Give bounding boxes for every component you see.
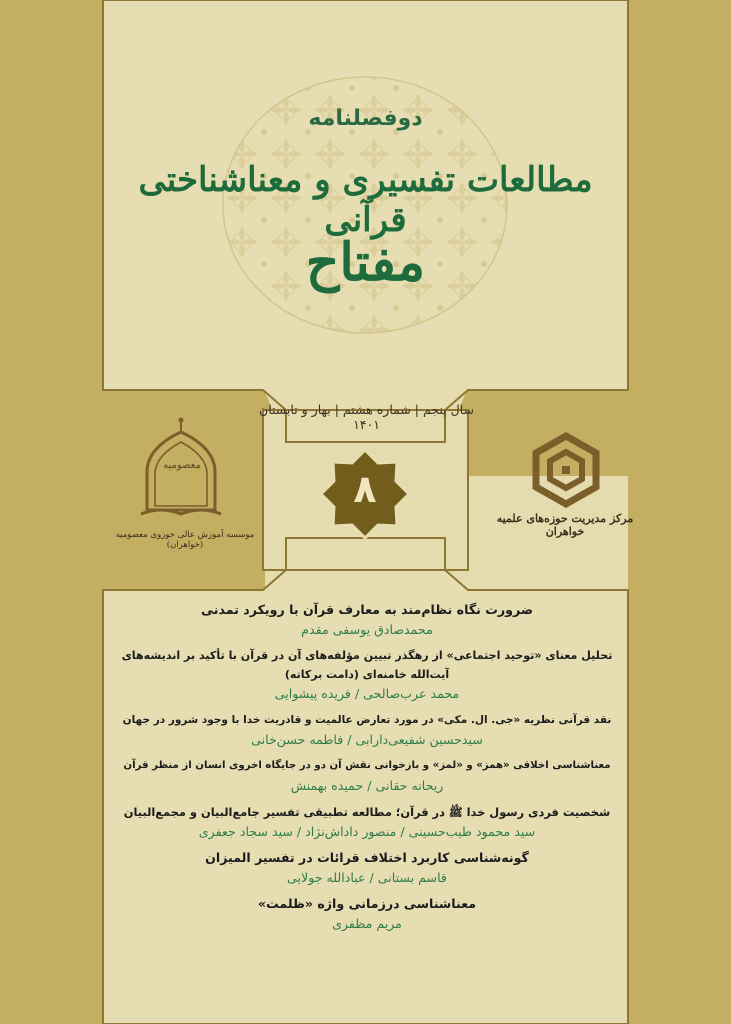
issue-number: ۸ [353,467,377,511]
article-entry [118,894,616,934]
article-title-line2: آیت‌الله خامنه‌ای (دامت برکاته) [284,668,450,681]
article-title: گونه‌شناسی کاربرد اختلاف قرائات در تفسیر المیزان [205,850,529,865]
article-title: معناشناسی درزمانی واژه «ظلمت» [257,896,477,911]
article-authors: ریحانه حقانی / حمیده بهمنش [290,778,444,793]
article-authors: قاسم بستانی / عبادالله جولایی [287,870,447,885]
article-entry [118,710,616,750]
article-title: تحلیل معنای «توحید اجتماعی» از رهگذر تبیین مؤلفه‌های آن در قرآن با تأکید بر اندیشه‌های [121,649,613,662]
article-title: نقد قرآنی نظریه «جی. ال. مکی» در مورد تعارض عالمیت و قادریت خدا با وجود شرور در جهان [122,714,612,726]
article-authors: مریم مظفری [332,916,402,931]
left-logo-caption: موسسه آموزش عالی حوزوی معصومیه (خواهران) [115,530,255,550]
article-entry [118,756,616,796]
article-entry [118,600,616,640]
left-logo-emblem-text: معصومیه [163,460,201,471]
article-title: ضرورت نگاه نظام‌مند به معارف قرآن با رویکرد تمدنی [200,602,534,617]
article-entry [118,802,616,842]
article-title: شخصیت فردی رسول خدا ﷺ در قرآن؛ مطالعه تطبیقی تفسیر جامع‌البیان و مجمع‌البیان [123,805,611,819]
article-authors: محمد عرب‌صالحی / فریده پیشوایی [274,686,460,701]
article-authors: سیدحسین شفیعی‌دارابی / فاطمه حسن‌خانی [251,732,483,747]
journal-name: مفتاح [305,232,426,293]
article-entry [118,646,616,704]
article-authors: سید محمود طیب‌حسینی / منصور داداش‌نژاد / سید سجاد جعفری [198,824,536,839]
issue-info: سال پنجم | شماره هشتم | بهار و تابستان ۱۴۰۱ [259,402,474,432]
journal-type: دوفصلنامه [308,106,423,131]
article-authors: محمدصادق یوسفی مقدم [301,622,433,637]
article-entry [118,848,616,888]
right-logo-caption: مرکز مدیریت حوزه‌های علمیه خواهران [496,512,634,538]
table-of-contents [118,600,616,940]
journal-title: مطالعات تفسیری و معناشناختی قرآنی [138,160,593,240]
article-title: معناشناسی اخلاقی «همز» و «لمز» و بازخوانی نقش آن دو در جایگاه اخروی انسان از منظر قرآن [123,760,611,771]
